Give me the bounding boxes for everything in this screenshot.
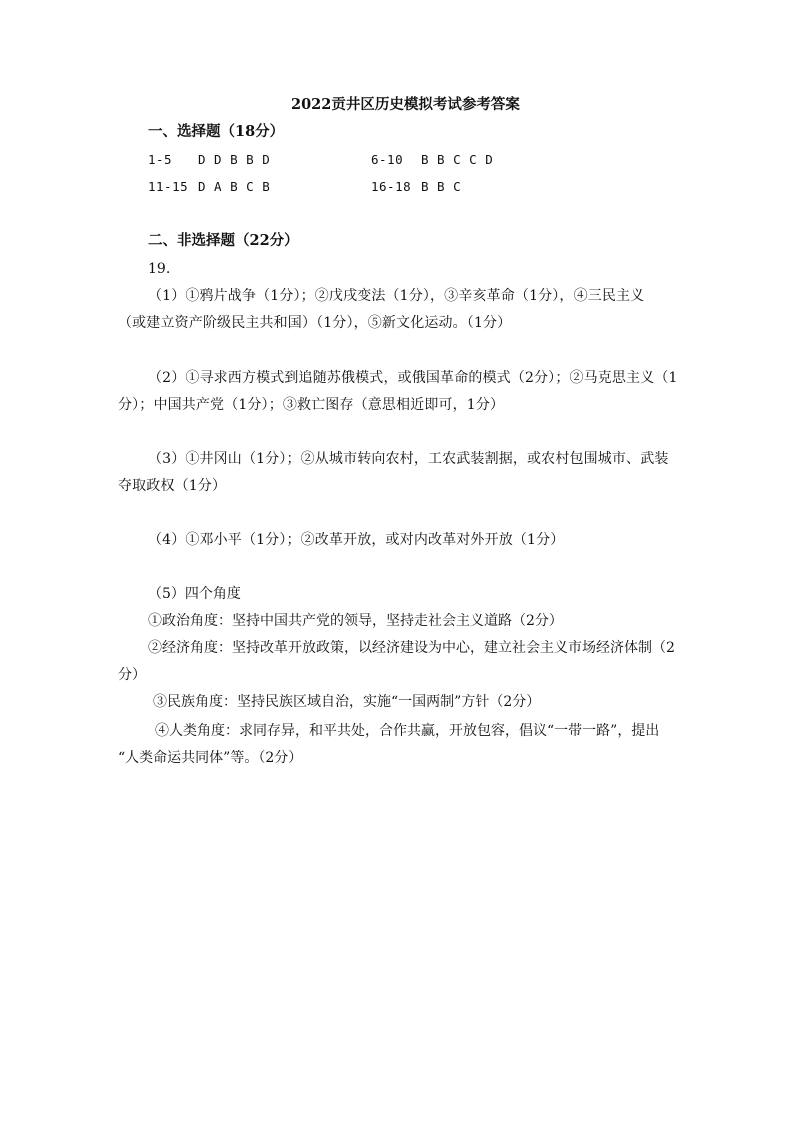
choice-answers: D A B C B	[198, 179, 271, 194]
answer-part5-political: ①政治角度：坚持中国共产党的领导，坚持走社会主义道路（2分）	[148, 613, 563, 629]
answer-part5-economic-line1: ②经济角度：坚持改革开放政策，以经济建设为中心，建立社会主义市场经济体制（2	[148, 640, 675, 656]
document-title: 2022贡井区历史模拟考试参考答案	[291, 96, 520, 113]
choice-range: 16-18	[371, 179, 412, 194]
answer-part3-line2: 夺取政权（1分）	[118, 478, 227, 494]
choice-range: 1-5	[148, 152, 173, 167]
answer-part5-humanity-line2: “人类命运共同体”等。（2分）	[118, 750, 303, 766]
answer-part5-heading: （5）四个角度	[148, 586, 241, 602]
answer-part2-line2: 分）；中国共产党（1分）；③救亡图存（意思相近即可，1分）	[118, 397, 505, 413]
section2-heading: 二、非选择题（22分）	[148, 232, 299, 249]
question-number: 19.	[148, 261, 171, 277]
section1-heading: 一、选择题（18分）	[148, 123, 285, 140]
answer-part5-economic-line2: 分）	[118, 667, 146, 683]
answer-part1-line1: （1）①鸦片战争（1分）；②戊戌变法（1分），③辛亥革命（1分），④三民主义	[148, 288, 645, 304]
answer-part5-ethnic: ③民族角度：坚持民族区域自治，实施“一国两制”方针（2分）	[153, 694, 541, 710]
answer-part1-line2: （或建立资产阶级民主共和国）（1分），⑤新文化运动。（1分）	[118, 315, 512, 331]
answer-part5-humanity-line1: ④人类角度：求同存异，和平共处，合作共赢，开放包容，倡议“一带一路”，提出	[155, 723, 660, 739]
choice-range: 6-10	[371, 152, 404, 167]
choice-range: 11-15	[148, 179, 189, 194]
answer-part2-line1: （2）①寻求西方模式到追随苏俄模式，或俄国革命的模式（2分）；②马克思主义（1	[148, 370, 678, 386]
choice-answers: B B C	[421, 179, 462, 194]
answer-part4-line1: （4）①邓小平（1分）；②改革开放，或对内改革对外开放（1分）	[148, 532, 565, 548]
choice-answers: D D B B D	[198, 152, 271, 167]
choice-answers: B B C C D	[421, 152, 494, 167]
answer-part3-line1: （3）①井冈山（1分）；②从城市转向农村，工农武装割据，或农村包围城市、武装	[148, 451, 669, 467]
